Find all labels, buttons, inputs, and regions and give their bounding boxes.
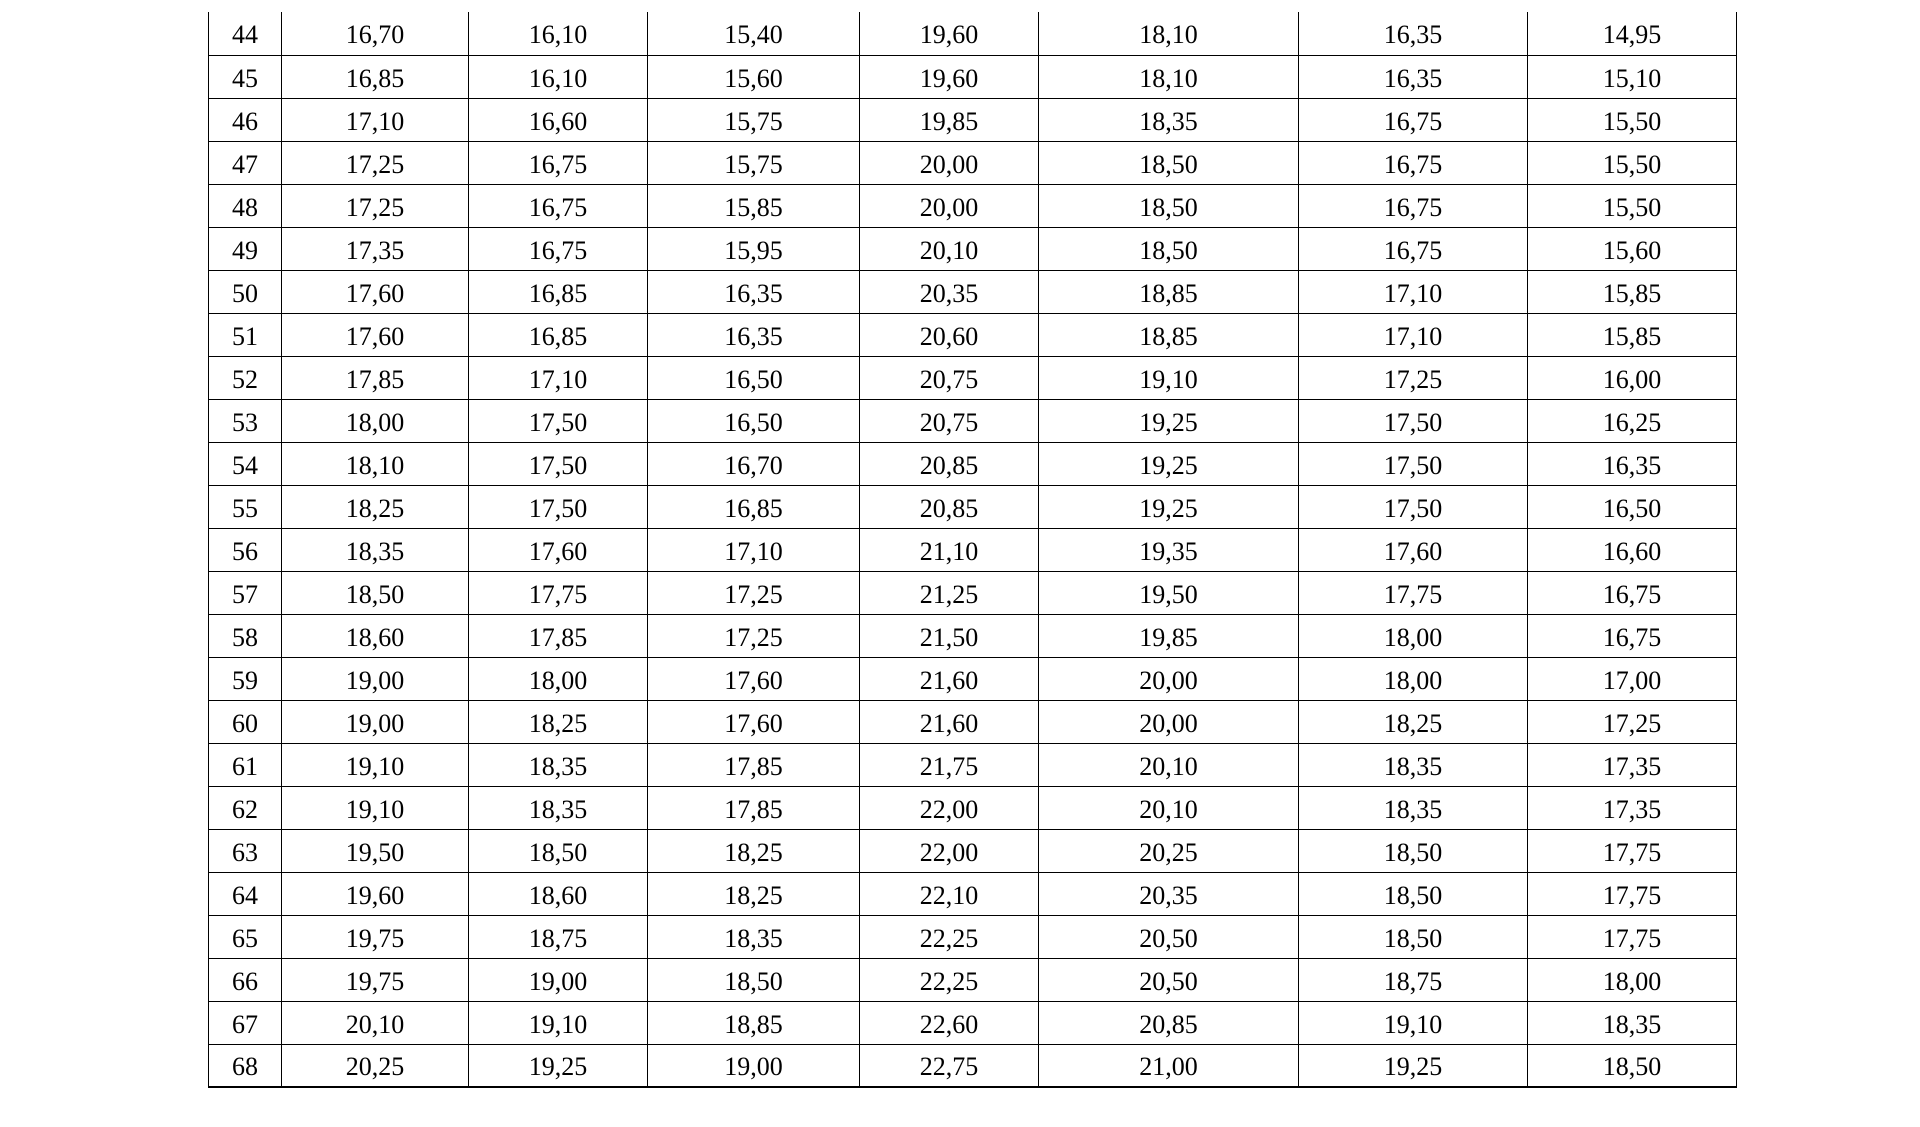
cell-col-4: 22,25 <box>860 915 1039 958</box>
cell-col-6: 18,50 <box>1299 872 1528 915</box>
table-row <box>209 485 1737 528</box>
cell-col-4: 20,10 <box>860 227 1039 270</box>
table-row <box>209 12 1737 55</box>
cell-col-3: 15,75 <box>648 141 860 184</box>
cell-col-1: 17,60 <box>282 270 469 313</box>
cell-row-number: 53 <box>209 399 282 442</box>
cell-col-6: 17,10 <box>1299 270 1528 313</box>
cell-col-4: 21,10 <box>860 528 1039 571</box>
table-row <box>209 98 1737 141</box>
cell-col-5: 18,85 <box>1039 313 1299 356</box>
cell-col-1: 18,10 <box>282 442 469 485</box>
cell-col-5: 20,10 <box>1039 743 1299 786</box>
cell-col-5: 18,50 <box>1039 184 1299 227</box>
cell-col-2: 18,35 <box>469 743 648 786</box>
cell-col-5: 20,85 <box>1039 1001 1299 1044</box>
table-row <box>209 442 1737 485</box>
cell-row-number: 59 <box>209 657 282 700</box>
cell-col-7: 17,75 <box>1528 915 1737 958</box>
cell-col-7: 15,60 <box>1528 227 1737 270</box>
table-row <box>209 614 1737 657</box>
cell-col-5: 20,00 <box>1039 700 1299 743</box>
cell-col-7: 17,00 <box>1528 657 1737 700</box>
cell-row-number: 67 <box>209 1001 282 1044</box>
table-row <box>209 1044 1737 1087</box>
cell-col-2: 17,50 <box>469 399 648 442</box>
cell-row-number: 61 <box>209 743 282 786</box>
cell-col-3: 16,70 <box>648 442 860 485</box>
cell-col-4: 20,85 <box>860 442 1039 485</box>
cell-col-1: 19,75 <box>282 958 469 1001</box>
cell-col-3: 18,25 <box>648 872 860 915</box>
data-table <box>208 12 1737 1088</box>
cell-col-2: 16,10 <box>469 55 648 98</box>
cell-col-1: 18,50 <box>282 571 469 614</box>
table-row <box>209 915 1737 958</box>
cell-col-7: 15,50 <box>1528 141 1737 184</box>
cell-col-4: 19,60 <box>860 55 1039 98</box>
cell-col-6: 17,50 <box>1299 399 1528 442</box>
table-row <box>209 657 1737 700</box>
cell-col-5: 20,10 <box>1039 786 1299 829</box>
cell-col-6: 18,35 <box>1299 743 1528 786</box>
cell-col-6: 19,10 <box>1299 1001 1528 1044</box>
cell-col-3: 18,85 <box>648 1001 860 1044</box>
cell-col-2: 16,85 <box>469 270 648 313</box>
cell-col-2: 16,75 <box>469 184 648 227</box>
cell-col-4: 21,25 <box>860 571 1039 614</box>
cell-col-5: 19,35 <box>1039 528 1299 571</box>
cell-col-4: 22,00 <box>860 829 1039 872</box>
cell-col-1: 16,70 <box>282 12 469 55</box>
cell-col-2: 16,75 <box>469 141 648 184</box>
cell-col-3: 16,35 <box>648 270 860 313</box>
table-body <box>209 12 1737 1087</box>
cell-col-1: 17,25 <box>282 141 469 184</box>
cell-col-4: 20,00 <box>860 141 1039 184</box>
cell-col-5: 19,50 <box>1039 571 1299 614</box>
cell-col-4: 21,60 <box>860 657 1039 700</box>
table-row <box>209 571 1737 614</box>
table-row <box>209 270 1737 313</box>
cell-col-2: 18,75 <box>469 915 648 958</box>
table-row <box>209 829 1737 872</box>
cell-col-7: 15,50 <box>1528 98 1737 141</box>
cell-row-number: 48 <box>209 184 282 227</box>
cell-col-7: 16,75 <box>1528 614 1737 657</box>
cell-col-1: 17,25 <box>282 184 469 227</box>
table-row <box>209 700 1737 743</box>
data-table-container <box>208 12 1736 1088</box>
cell-col-3: 16,35 <box>648 313 860 356</box>
cell-col-6: 16,35 <box>1299 12 1528 55</box>
table-row <box>209 313 1737 356</box>
cell-row-number: 66 <box>209 958 282 1001</box>
table-row <box>209 399 1737 442</box>
cell-col-7: 15,50 <box>1528 184 1737 227</box>
cell-col-2: 17,50 <box>469 485 648 528</box>
cell-col-6: 17,10 <box>1299 313 1528 356</box>
cell-col-6: 18,25 <box>1299 700 1528 743</box>
cell-col-4: 22,00 <box>860 786 1039 829</box>
cell-row-number: 46 <box>209 98 282 141</box>
cell-col-1: 19,60 <box>282 872 469 915</box>
cell-col-4: 21,75 <box>860 743 1039 786</box>
cell-row-number: 51 <box>209 313 282 356</box>
table-row <box>209 743 1737 786</box>
cell-col-2: 16,60 <box>469 98 648 141</box>
cell-col-5: 20,25 <box>1039 829 1299 872</box>
cell-col-3: 15,60 <box>648 55 860 98</box>
cell-col-2: 16,10 <box>469 12 648 55</box>
cell-col-5: 18,35 <box>1039 98 1299 141</box>
cell-col-2: 17,50 <box>469 442 648 485</box>
cell-col-3: 15,40 <box>648 12 860 55</box>
cell-col-4: 20,00 <box>860 184 1039 227</box>
cell-col-7: 15,10 <box>1528 55 1737 98</box>
cell-col-7: 15,85 <box>1528 313 1737 356</box>
cell-col-5: 19,25 <box>1039 485 1299 528</box>
cell-col-6: 16,75 <box>1299 227 1528 270</box>
cell-col-3: 16,50 <box>648 356 860 399</box>
cell-col-4: 22,25 <box>860 958 1039 1001</box>
cell-col-7: 16,60 <box>1528 528 1737 571</box>
cell-col-3: 18,50 <box>648 958 860 1001</box>
cell-col-3: 17,85 <box>648 786 860 829</box>
cell-col-5: 19,25 <box>1039 399 1299 442</box>
cell-col-3: 17,85 <box>648 743 860 786</box>
cell-row-number: 49 <box>209 227 282 270</box>
cell-col-3: 15,75 <box>648 98 860 141</box>
cell-col-5: 18,85 <box>1039 270 1299 313</box>
cell-col-6: 17,50 <box>1299 485 1528 528</box>
cell-col-5: 19,85 <box>1039 614 1299 657</box>
cell-col-4: 20,75 <box>860 356 1039 399</box>
cell-col-5: 18,10 <box>1039 55 1299 98</box>
cell-col-7: 17,75 <box>1528 829 1737 872</box>
cell-col-7: 18,00 <box>1528 958 1737 1001</box>
cell-col-2: 16,75 <box>469 227 648 270</box>
cell-row-number: 68 <box>209 1044 282 1087</box>
cell-col-6: 17,75 <box>1299 571 1528 614</box>
cell-col-5: 19,25 <box>1039 442 1299 485</box>
cell-col-4: 19,85 <box>860 98 1039 141</box>
cell-col-7: 16,00 <box>1528 356 1737 399</box>
cell-col-7: 17,35 <box>1528 786 1737 829</box>
cell-row-number: 52 <box>209 356 282 399</box>
cell-col-3: 18,25 <box>648 829 860 872</box>
cell-col-7: 18,35 <box>1528 1001 1737 1044</box>
cell-col-7: 16,35 <box>1528 442 1737 485</box>
cell-col-1: 20,25 <box>282 1044 469 1087</box>
cell-col-3: 16,50 <box>648 399 860 442</box>
table-row <box>209 1001 1737 1044</box>
cell-col-2: 19,25 <box>469 1044 648 1087</box>
cell-col-6: 18,00 <box>1299 614 1528 657</box>
cell-col-2: 18,60 <box>469 872 648 915</box>
cell-col-1: 19,50 <box>282 829 469 872</box>
cell-col-3: 16,85 <box>648 485 860 528</box>
table-row <box>209 141 1737 184</box>
cell-col-7: 16,50 <box>1528 485 1737 528</box>
cell-col-4: 22,75 <box>860 1044 1039 1087</box>
cell-col-3: 18,35 <box>648 915 860 958</box>
cell-col-6: 19,25 <box>1299 1044 1528 1087</box>
cell-col-3: 17,10 <box>648 528 860 571</box>
cell-col-7: 18,50 <box>1528 1044 1737 1087</box>
cell-col-4: 22,10 <box>860 872 1039 915</box>
cell-col-1: 20,10 <box>282 1001 469 1044</box>
cell-col-7: 16,25 <box>1528 399 1737 442</box>
cell-col-7: 14,95 <box>1528 12 1737 55</box>
cell-col-6: 17,50 <box>1299 442 1528 485</box>
cell-row-number: 65 <box>209 915 282 958</box>
cell-col-3: 17,60 <box>648 700 860 743</box>
cell-col-7: 15,85 <box>1528 270 1737 313</box>
cell-col-2: 18,25 <box>469 700 648 743</box>
cell-col-6: 16,75 <box>1299 184 1528 227</box>
cell-col-5: 18,50 <box>1039 141 1299 184</box>
cell-col-5: 20,50 <box>1039 915 1299 958</box>
cell-col-2: 17,60 <box>469 528 648 571</box>
cell-row-number: 47 <box>209 141 282 184</box>
cell-col-4: 22,60 <box>860 1001 1039 1044</box>
cell-col-2: 17,85 <box>469 614 648 657</box>
cell-col-4: 20,35 <box>860 270 1039 313</box>
cell-col-4: 20,60 <box>860 313 1039 356</box>
cell-col-5: 20,00 <box>1039 657 1299 700</box>
cell-col-2: 17,75 <box>469 571 648 614</box>
cell-col-6: 18,35 <box>1299 786 1528 829</box>
cell-row-number: 57 <box>209 571 282 614</box>
cell-col-6: 18,75 <box>1299 958 1528 1001</box>
cell-col-4: 20,85 <box>860 485 1039 528</box>
cell-col-7: 17,25 <box>1528 700 1737 743</box>
cell-col-4: 20,75 <box>860 399 1039 442</box>
cell-col-1: 18,35 <box>282 528 469 571</box>
cell-col-4: 19,60 <box>860 12 1039 55</box>
cell-col-3: 17,60 <box>648 657 860 700</box>
cell-col-3: 15,85 <box>648 184 860 227</box>
table-row <box>209 55 1737 98</box>
cell-col-6: 16,75 <box>1299 98 1528 141</box>
cell-col-7: 17,35 <box>1528 743 1737 786</box>
cell-col-1: 17,85 <box>282 356 469 399</box>
cell-row-number: 62 <box>209 786 282 829</box>
cell-col-6: 16,35 <box>1299 55 1528 98</box>
cell-col-3: 15,95 <box>648 227 860 270</box>
cell-col-2: 16,85 <box>469 313 648 356</box>
cell-col-7: 17,75 <box>1528 872 1737 915</box>
cell-col-1: 19,10 <box>282 743 469 786</box>
cell-col-1: 19,75 <box>282 915 469 958</box>
cell-col-6: 17,60 <box>1299 528 1528 571</box>
cell-col-3: 19,00 <box>648 1044 860 1087</box>
cell-col-5: 19,10 <box>1039 356 1299 399</box>
cell-col-3: 17,25 <box>648 614 860 657</box>
cell-col-2: 18,50 <box>469 829 648 872</box>
table-row <box>209 786 1737 829</box>
cell-row-number: 54 <box>209 442 282 485</box>
table-row <box>209 227 1737 270</box>
cell-row-number: 50 <box>209 270 282 313</box>
cell-col-1: 17,10 <box>282 98 469 141</box>
cell-col-6: 18,00 <box>1299 657 1528 700</box>
cell-col-5: 20,50 <box>1039 958 1299 1001</box>
cell-col-6: 18,50 <box>1299 915 1528 958</box>
cell-col-2: 18,00 <box>469 657 648 700</box>
cell-col-6: 16,75 <box>1299 141 1528 184</box>
cell-col-1: 18,25 <box>282 485 469 528</box>
table-row <box>209 528 1737 571</box>
cell-col-1: 19,00 <box>282 700 469 743</box>
cell-col-1: 17,60 <box>282 313 469 356</box>
cell-row-number: 44 <box>209 12 282 55</box>
cell-col-2: 17,10 <box>469 356 648 399</box>
cell-row-number: 56 <box>209 528 282 571</box>
cell-row-number: 63 <box>209 829 282 872</box>
cell-row-number: 60 <box>209 700 282 743</box>
cell-col-3: 17,25 <box>648 571 860 614</box>
table-row <box>209 872 1737 915</box>
cell-col-1: 19,00 <box>282 657 469 700</box>
cell-col-7: 16,75 <box>1528 571 1737 614</box>
cell-col-5: 20,35 <box>1039 872 1299 915</box>
cell-col-2: 19,10 <box>469 1001 648 1044</box>
cell-col-6: 17,25 <box>1299 356 1528 399</box>
cell-col-5: 21,00 <box>1039 1044 1299 1087</box>
cell-col-4: 21,60 <box>860 700 1039 743</box>
table-row <box>209 958 1737 1001</box>
cell-col-2: 19,00 <box>469 958 648 1001</box>
cell-col-5: 18,50 <box>1039 227 1299 270</box>
cell-row-number: 58 <box>209 614 282 657</box>
cell-row-number: 55 <box>209 485 282 528</box>
cell-col-1: 19,10 <box>282 786 469 829</box>
cell-row-number: 64 <box>209 872 282 915</box>
table-row <box>209 184 1737 227</box>
cell-col-1: 17,35 <box>282 227 469 270</box>
cell-col-1: 18,60 <box>282 614 469 657</box>
cell-col-5: 18,10 <box>1039 12 1299 55</box>
cell-col-1: 18,00 <box>282 399 469 442</box>
cell-col-1: 16,85 <box>282 55 469 98</box>
cell-col-6: 18,50 <box>1299 829 1528 872</box>
cell-col-4: 21,50 <box>860 614 1039 657</box>
cell-col-2: 18,35 <box>469 786 648 829</box>
cell-row-number: 45 <box>209 55 282 98</box>
table-row <box>209 356 1737 399</box>
